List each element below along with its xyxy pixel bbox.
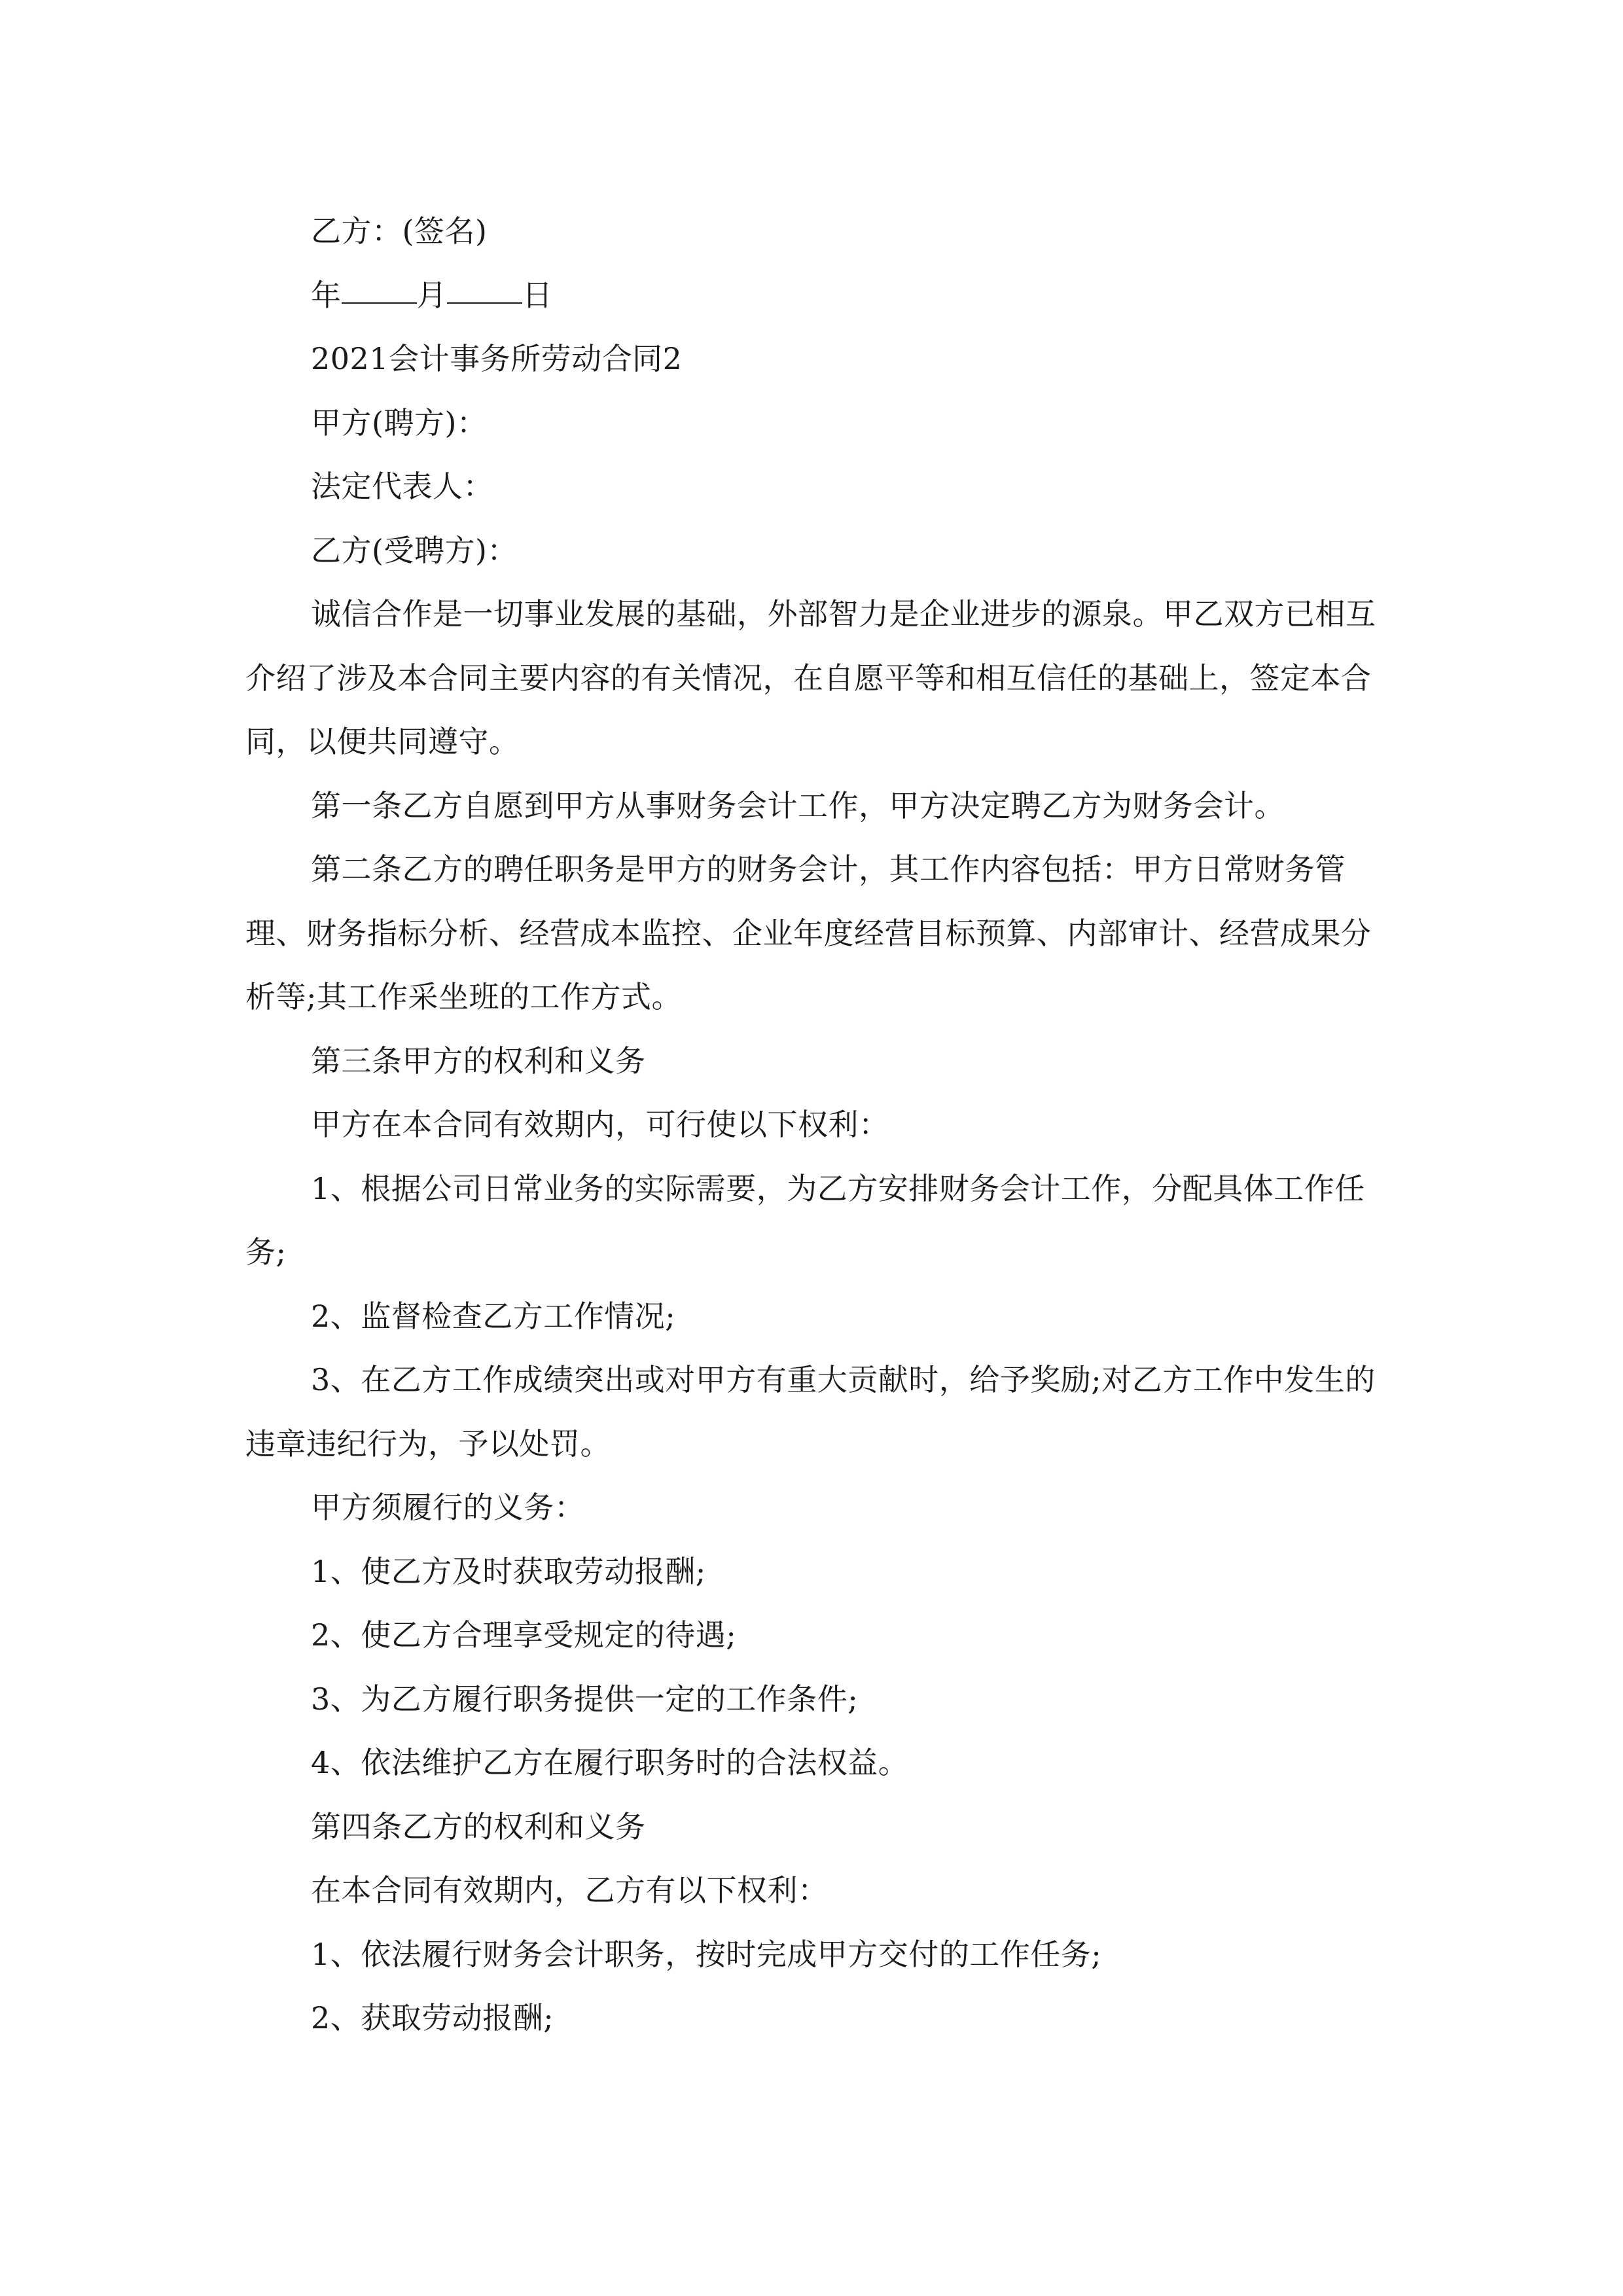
article-3-duties-intro: 甲方须履行的义务： — [311, 1490, 585, 1525]
article-3-heading: 第三条甲方的权利和义务 — [311, 1043, 646, 1079]
article-4-right-item: 2、获取劳动报酬; — [311, 2000, 554, 2036]
article-2-paragraph: 第二条乙方的聘任职务是甲方的财务会计，其工作内容包括：甲方日常财务管理、财务指标分析、经营成本监控、企业年度经营目标预算、内部审计、经营成果分析等;其工作采坐班的工作方式。 — [245, 852, 1372, 1014]
article-3-duty-item: 4、依法维护乙方在履行职务时的合法权益。 — [311, 1745, 909, 1780]
party-a-line: 甲方(聘方)： — [311, 404, 488, 440]
party-b-line: 乙方(受聘方)： — [311, 532, 518, 568]
article-4-heading: 第四条乙方的权利和义务 — [311, 1808, 646, 1844]
article-3-duty-item: 1、使乙方及时获取劳动报酬; — [311, 1553, 706, 1589]
article-3-right-item: 2、监督检查乙方工作情况; — [311, 1298, 676, 1334]
date-day-label: 日 — [522, 277, 553, 313]
article-3-right-item: 1、根据公司日常业务的实际需要，为乙方安排财务会计工作，分配具体工作任务; — [245, 1170, 1365, 1270]
document-body — [245, 200, 1381, 2051]
day-blank — [447, 302, 522, 304]
month-blank — [342, 302, 417, 304]
article-3-duty-item: 2、使乙方合理享受规定的待遇; — [311, 1617, 737, 1653]
preamble-paragraph: 诚信合作是一切事业发展的基础，外部智力是企业进步的源泉。甲乙双方已相互介绍了涉及本合同主要内容的有关情况，在自愿平等和相互信任的基础上，签定本合同，以便共同遵守。 — [245, 596, 1376, 759]
article-3-rights-intro: 甲方在本合同有效期内，可行使以下权利： — [311, 1107, 889, 1142]
date-year-label: 年 — [311, 277, 342, 313]
article-3-duty-item: 3、为乙方履行职务提供一定的工作条件; — [311, 1681, 859, 1717]
article-1-paragraph: 第一条乙方自愿到甲方从事财务会计工作，甲方决定聘乙方为财务会计。 — [311, 787, 1285, 823]
contract-title: 2021会计事务所劳动合同2 — [311, 341, 683, 376]
article-3-right-item: 3、在乙方工作成绩突出或对甲方有重大贡献时，给予奖励;对乙方工作中发生的违章违纪行为，予以处罚。 — [245, 1362, 1376, 1462]
article-4-rights-intro: 在本合同有效期内，乙方有以下权利： — [311, 1873, 829, 1908]
article-4-right-item: 1、依法履行财务会计职务，按时完成甲方交付的工作任务; — [311, 1936, 1102, 1972]
date-month-label: 月 — [416, 277, 447, 313]
legal-representative-line: 法定代表人： — [311, 469, 493, 504]
signature-party-b: 乙方：(签名) — [311, 213, 488, 249]
date-line — [245, 264, 1381, 328]
